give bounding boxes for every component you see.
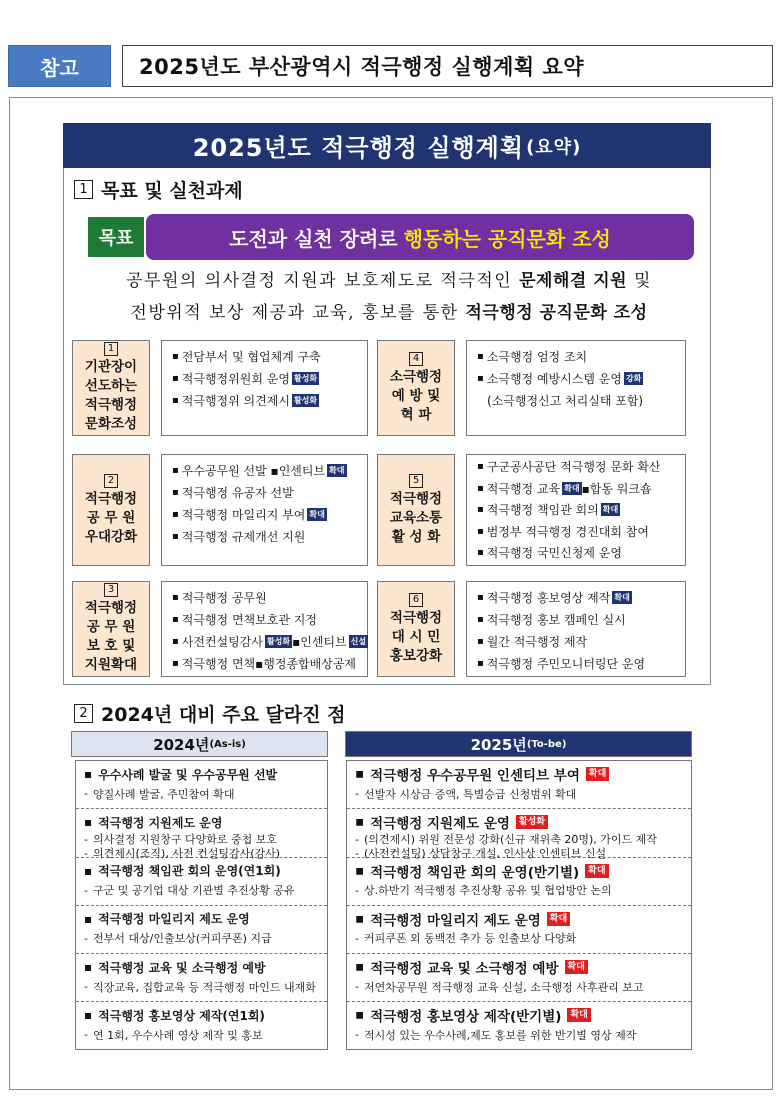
row-title-text: ▪ 적극행정 교육 및 소극행정 예방 xyxy=(370,961,559,978)
task-item xyxy=(172,525,367,547)
task-item xyxy=(477,542,685,564)
task-text: ▪ 소극행정 예방시스템 운영 xyxy=(486,371,622,386)
row-detail: - 직장교육, 집합교육 등 적극행정 마인드 내재화 xyxy=(84,977,327,996)
strategy-label-line: 예 방 및 xyxy=(391,387,441,404)
row-title xyxy=(355,909,691,929)
strategy-category xyxy=(72,454,150,566)
strategy-number: 5 xyxy=(409,474,423,488)
strategy-category xyxy=(377,340,455,436)
strategy-number: 1 xyxy=(104,342,118,356)
task-item xyxy=(477,345,685,367)
strategy-tasks xyxy=(161,340,368,436)
row-detail: - 전부서 대상/인출보상(커피쿠폰) 지급 xyxy=(84,929,327,948)
task-item xyxy=(477,456,685,478)
desc1-a: 공무원의 의사결정 지원과 보호제도로 적극적인 xyxy=(126,271,520,291)
page-title: 2025년도 부산광역시 적극행정 실행계획 요약 xyxy=(122,45,773,87)
comparison-row xyxy=(347,1002,691,1050)
row-detail: - (사전컨설팅) 상담창구 개설, 인사상 인센티브 신설 xyxy=(355,846,691,860)
task-extra: ▪합동 워크숍 xyxy=(581,481,652,496)
row-title-text: ▪ 적극행정 마일리지 제도 운영 xyxy=(98,912,250,927)
row-detail: - 의견제시(조직), 사전 컨설팅감사(감사) xyxy=(84,846,327,860)
strategy-label-line: 적극행정 xyxy=(389,490,443,507)
task-text: ▪ 적극행정 책임관 회의 xyxy=(486,503,599,518)
task-text: ▪ 구군공사공단 적극행정 문화 확산 xyxy=(486,460,661,475)
change-badge: 확대 xyxy=(586,767,609,781)
task-text: ▪ 적극행정위원회 운영 xyxy=(181,371,290,386)
comparison-row xyxy=(76,954,327,1002)
strategy-label-line: 홍보강화 xyxy=(389,647,443,664)
task-item xyxy=(172,608,367,630)
strategy-label-line: 적극행정 xyxy=(389,609,443,626)
status-badge: 확대 xyxy=(614,592,630,602)
change-badge: 확대 xyxy=(547,912,570,926)
row-detail: - 연 1회, 우수사례 영상 제작 및 홍보 xyxy=(84,1025,327,1044)
strategy-label-line: 공 무 원 xyxy=(86,619,136,635)
task-text: ▪ 적극행정 면책보호관 지정 xyxy=(181,612,317,627)
strategy-label-line: 대 시 민 xyxy=(391,628,441,645)
task-item xyxy=(172,586,367,608)
goal-text-highlight: 행동하는 공직문화 조성 xyxy=(403,226,611,251)
section2-title: 2024년 대비 주요 달라진 점 xyxy=(101,704,346,726)
desc1-b: 문제해결 지원 xyxy=(519,271,628,291)
strategy-label-line: 적극행정 xyxy=(84,397,138,413)
task-text: ▪ 범정부 적극행정 경진대회 참여 xyxy=(486,524,649,539)
row-title-text: ▪ 적극행정 지원제도 운영 xyxy=(98,815,223,830)
task-item xyxy=(477,478,685,500)
strategy-label-line: 선도하는 xyxy=(84,378,138,394)
row-detail: - 적시성 있는 우수사례,제도 홍보를 위한 반기별 영상 제작 xyxy=(355,1025,691,1044)
task-text: ▪ 적극행정 홍보 캠페인 실시 xyxy=(486,612,626,627)
strategy-tasks xyxy=(466,454,686,566)
change-badge: 확대 xyxy=(585,864,608,878)
row-title xyxy=(84,1005,327,1025)
goal-desc-line2 xyxy=(84,297,694,329)
comparison-row xyxy=(76,761,327,809)
task-text: ▪ 전담부서 및 협업체계 구축 xyxy=(181,349,321,364)
row-title xyxy=(84,957,327,977)
row-title xyxy=(355,764,691,784)
row-detail: - (의견제시) 위원 전문성 강화(신규 재위촉 20명), 가이드 제작 xyxy=(355,832,691,846)
row-detail: - 선발자 시상금 증액, 특별승급 신청범위 확대 xyxy=(355,784,691,803)
row-title-text: ▪ 적극행정 우수공무원 인센티브 부여 xyxy=(370,768,580,784)
comparison-row xyxy=(347,809,691,861)
task-text: ▪ 적극행정위 의견제시 xyxy=(181,393,290,408)
task-item xyxy=(172,481,367,503)
row-title-text: ▪ 적극행정 지원제도 운영 xyxy=(370,816,510,833)
plan-banner xyxy=(63,123,711,168)
strategy-category xyxy=(377,581,455,677)
task-text: ▪ 적극행정 면책▪행정종합배상공제 xyxy=(181,656,357,671)
comparison-row xyxy=(76,809,327,861)
row-title-text: ▪ 적극행정 교육 및 소극행정 예방 xyxy=(98,960,266,975)
goal-tag: 목표 xyxy=(88,217,144,257)
row-detail: - 의사결정 지원창구 다양화로 중첩 보호 xyxy=(84,832,327,846)
strategy-label-line: 교육소통 xyxy=(389,509,443,526)
strategy-label-line: 보 호 및 xyxy=(86,638,136,654)
status-badge: 활성화 xyxy=(293,395,318,405)
change-badge: 확대 xyxy=(567,1008,590,1022)
task-text: ▪ 사전컨설팅감사 xyxy=(181,634,263,649)
goal-description xyxy=(84,265,694,329)
task-item xyxy=(172,345,367,367)
tobe-sub: (To-be) xyxy=(526,738,567,750)
desc2-a: 전방위적 보상 제공과 교육, 홍보를 통한 xyxy=(130,303,466,323)
status-badge: 확대 xyxy=(602,505,619,515)
task-text: ▪ 월간 적극행정 제작 xyxy=(486,634,588,649)
row-title-text: ▪ 적극행정 마일리지 제도 운영 xyxy=(370,912,541,929)
strategy-tasks xyxy=(161,454,368,566)
section1-title: 목표 및 실천과제 xyxy=(101,180,243,202)
row-title xyxy=(355,1005,691,1025)
task-item xyxy=(477,367,685,389)
status-badge: 확대 xyxy=(309,509,325,519)
status-badge: 강화 xyxy=(625,373,642,383)
task-item xyxy=(172,367,367,389)
task-text: ▪ 적극행정 주민모니터링단 운영 xyxy=(486,656,646,671)
strategy-label-line: 우대강화 xyxy=(84,528,138,545)
row-title-text: ▪ 우수사례 발굴 및 우수공무원 선발 xyxy=(98,767,278,782)
strategy-category xyxy=(72,581,150,677)
row-title xyxy=(355,861,691,881)
strategy-number: 4 xyxy=(409,352,423,366)
page-header xyxy=(8,45,773,87)
strategy-label-line: 적극행정 xyxy=(84,600,138,616)
strategy-label-line: 활 성 화 xyxy=(391,528,441,545)
task-item xyxy=(172,630,367,652)
task-text: ▪ 우수공무원 선발 ▪인센티브 xyxy=(181,463,326,478)
row-title xyxy=(84,812,327,832)
strategy-label-line: 문화조성 xyxy=(84,416,138,432)
asis-list xyxy=(75,760,328,1050)
task-item xyxy=(172,389,367,411)
task-text: (소극행정신고 처리실태 포함) xyxy=(487,393,644,408)
task-text: ▪ 적극행정 홍보영상 제작 xyxy=(486,590,611,605)
task-text: ▪ 적극행정 공무원 xyxy=(181,590,267,605)
strategy-tasks xyxy=(466,340,686,436)
row-detail: - 상.하반기 적극행정 추진상황 공유 및 협업방안 논의 xyxy=(355,881,691,900)
task-item xyxy=(172,652,367,674)
strategy-number: 3 xyxy=(104,583,118,597)
task-item xyxy=(477,608,685,630)
desc1-c: 및 xyxy=(627,271,652,291)
task-text: ▪ 적극행정 유공자 선발 xyxy=(181,485,294,500)
banner-subtitle: (요약) xyxy=(526,136,582,158)
task-item xyxy=(477,630,685,652)
row-title xyxy=(84,861,327,881)
status-badge: 확대 xyxy=(329,465,345,475)
comparison-row xyxy=(347,954,691,1002)
section1-heading xyxy=(74,176,243,203)
task-item xyxy=(477,586,685,608)
section2-heading xyxy=(74,700,346,727)
strategy-category xyxy=(72,340,150,436)
row-detail: - 양질사례 발굴, 주민참여 확대 xyxy=(84,784,327,803)
task-extra: ▪인센티브 xyxy=(292,634,347,649)
task-text: ▪ 적극행정 규제개선 지원 xyxy=(181,529,306,544)
task-item xyxy=(477,521,685,543)
comparison-row xyxy=(347,761,691,809)
task-text: ▪ 적극행정 국민신청제 운영 xyxy=(486,546,622,561)
row-title xyxy=(84,909,327,929)
task-text: ▪ 적극행정 마일리지 부여 xyxy=(181,507,306,522)
task-item xyxy=(172,503,367,525)
task-item xyxy=(477,389,685,411)
row-title xyxy=(355,957,691,977)
tobe-year: 2025년 xyxy=(470,735,527,754)
section2-number: 2 xyxy=(74,704,93,723)
banner-title: 2025년도 적극행정 실행계획 xyxy=(192,134,525,162)
reference-tag: 참고 xyxy=(8,45,111,87)
asis-column-header xyxy=(71,731,328,757)
change-badge: 확대 xyxy=(565,960,588,974)
status-badge: 확대 xyxy=(564,483,580,493)
comparison-row xyxy=(76,858,327,906)
task-item xyxy=(477,499,685,521)
desc2-b: 적극행정 공직문화 조성 xyxy=(465,303,648,323)
row-title-text: ▪ 적극행정 홍보영상 제작(연1회) xyxy=(98,1008,265,1023)
strategy-label-line: 지원확대 xyxy=(84,657,138,673)
status-badge: 활성화 xyxy=(266,636,291,646)
task-text: ▪ 적극행정 교육 xyxy=(486,481,561,496)
strategy-label-line: 혁 파 xyxy=(400,406,432,423)
task-text: ▪ 소극행정 엄정 조치 xyxy=(486,349,588,364)
strategy-number: 6 xyxy=(409,593,423,607)
task-item xyxy=(172,459,367,481)
strategy-label-line: 소극행정 xyxy=(389,368,443,385)
strategy-category xyxy=(377,454,455,566)
goal-text-a: 도전과 실천 장려로 xyxy=(229,226,398,251)
strategy-tasks xyxy=(161,581,368,677)
tobe-list xyxy=(346,760,692,1050)
row-detail: - 구군 및 공기업 대상 기관별 추진상황 공유 xyxy=(84,881,327,900)
asis-sub: (As-is) xyxy=(209,738,246,750)
status-badge: 신설 xyxy=(350,636,367,646)
tobe-column-header xyxy=(345,731,692,757)
strategy-label-line: 공 무 원 xyxy=(86,509,136,526)
goal-desc-line1 xyxy=(84,265,694,297)
status-badge: 활성화 xyxy=(293,373,318,383)
row-detail: - 저연차공무원 적극행정 교육 신설, 소극행정 사후관리 보고 xyxy=(355,977,691,996)
row-title xyxy=(355,812,691,832)
strategy-label-line: 적극행정 xyxy=(84,490,138,507)
strategy-label-line: 기관장이 xyxy=(84,359,138,375)
change-badge: 활성화 xyxy=(516,815,548,829)
row-title xyxy=(84,764,327,784)
asis-year: 2024년 xyxy=(153,735,210,754)
task-item xyxy=(477,652,685,674)
comparison-row xyxy=(76,906,327,954)
comparison-row xyxy=(347,906,691,954)
row-title-text: ▪ 적극행정 책임관 회의 운영(연1회) xyxy=(98,864,281,879)
row-title-text: ▪ 적극행정 홍보영상 제작(반기별) xyxy=(370,1009,562,1026)
strategy-number: 2 xyxy=(104,474,118,488)
row-detail: - 커피쿠폰 외 동백전 추가 등 인출보상 다양화 xyxy=(355,929,691,948)
comparison-row xyxy=(76,1002,327,1050)
goal-statement xyxy=(146,214,694,260)
section1-number: 1 xyxy=(74,180,93,199)
row-title-text: ▪ 적극행정 책임관 회의 운영(반기별) xyxy=(370,864,580,881)
strategy-tasks xyxy=(466,581,686,677)
comparison-row xyxy=(347,858,691,906)
